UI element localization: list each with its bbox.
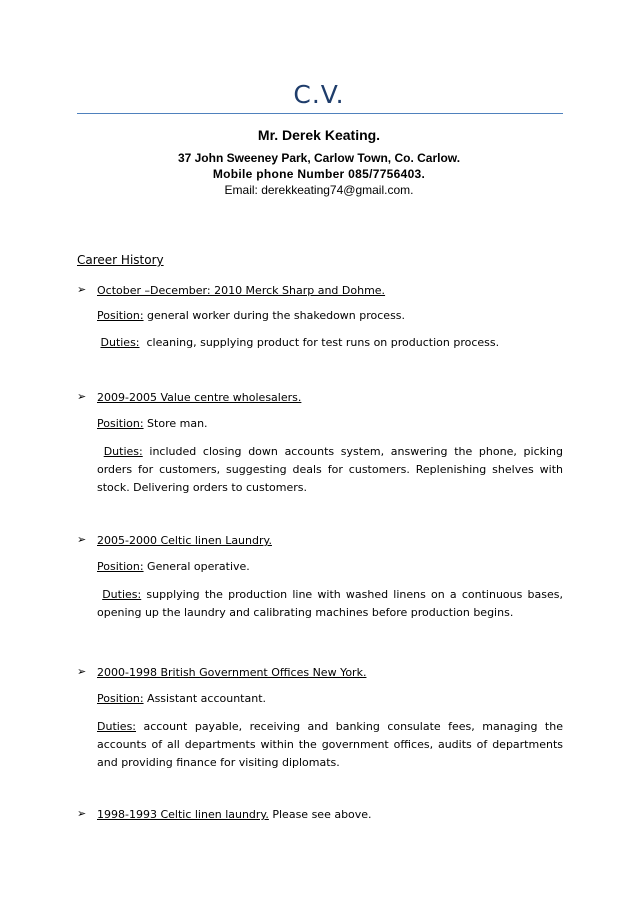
entry-heading: 2000-1998 British Government Offices New York. <box>97 666 367 679</box>
entry-heading-suffix: Please see above. <box>268 808 372 821</box>
candidate-address: 37 John Sweeney Park, Carlow Town, Co. Carlow. <box>177 151 461 165</box>
duties-value: included closing down accounts system, answering the phone, picking orders for customers, suggesting deals for customers. Replenishing shelves with stock. Delivering orders to customers. <box>97 445 564 494</box>
title-divider <box>77 113 563 114</box>
duties-label: Duties: <box>100 336 140 349</box>
entry-duties <box>97 718 563 772</box>
duties-label: Duties: <box>103 445 143 458</box>
bullet-arrow-icon: ➢ <box>77 390 87 403</box>
position-value: General operative. <box>143 560 250 573</box>
entry-duties <box>97 443 563 497</box>
duties-label: Duties: <box>102 588 142 601</box>
entry-heading: 2005-2000 Celtic linen Laundry. <box>97 534 272 547</box>
candidate-phone: Mobile phone Number 085/7756403. <box>212 167 426 181</box>
duties-value: account payable, receiving and banking consulate fees, managing the accounts of all departments within the government offices, audits of departments and providing finance for visiting diplomats. <box>97 720 563 769</box>
bullet-arrow-icon: ➢ <box>77 807 87 820</box>
bullet-arrow-icon: ➢ <box>77 533 87 546</box>
entry-heading: 2009-2005 Value centre wholesalers. <box>97 391 302 404</box>
duties-value: cleaning, supplying product for test runs on production process. <box>143 336 500 349</box>
entry-position <box>97 558 563 576</box>
entry-position <box>97 690 563 708</box>
duties-value: supplying the production line with washed linens on a continuous bases, opening up the laundry and calibrating machines before production begins. <box>97 588 563 619</box>
entry-position <box>97 307 563 325</box>
section-title-career-history: Career History <box>77 253 164 267</box>
candidate-name: Mr. Derek Keating. <box>257 127 381 143</box>
position-value: Assistant accountant. <box>143 692 266 705</box>
position-value: Store man. <box>143 417 208 430</box>
position-value: general worker during the shakedown process. <box>143 309 406 322</box>
bullet-arrow-icon: ➢ <box>77 665 87 678</box>
position-label: Position: <box>97 309 144 322</box>
entry-heading <box>97 807 372 823</box>
entry-heading-text: 1998-1993 Celtic linen laundry. <box>97 808 269 821</box>
entry-duties <box>97 334 563 352</box>
position-label: Position: <box>97 417 144 430</box>
duties-label: Duties: <box>97 720 137 733</box>
entry-heading: October –December: 2010 Merck Sharp and Dohme. <box>97 284 386 297</box>
entry-duties <box>97 586 563 622</box>
bullet-arrow-icon: ➢ <box>77 283 87 296</box>
candidate-email: Email: derekkeating74@gmail.com. <box>224 183 414 197</box>
position-label: Position: <box>97 560 144 573</box>
position-label: Position: <box>97 692 144 705</box>
entry-position <box>97 415 563 433</box>
page-title: C.V. <box>293 80 345 109</box>
